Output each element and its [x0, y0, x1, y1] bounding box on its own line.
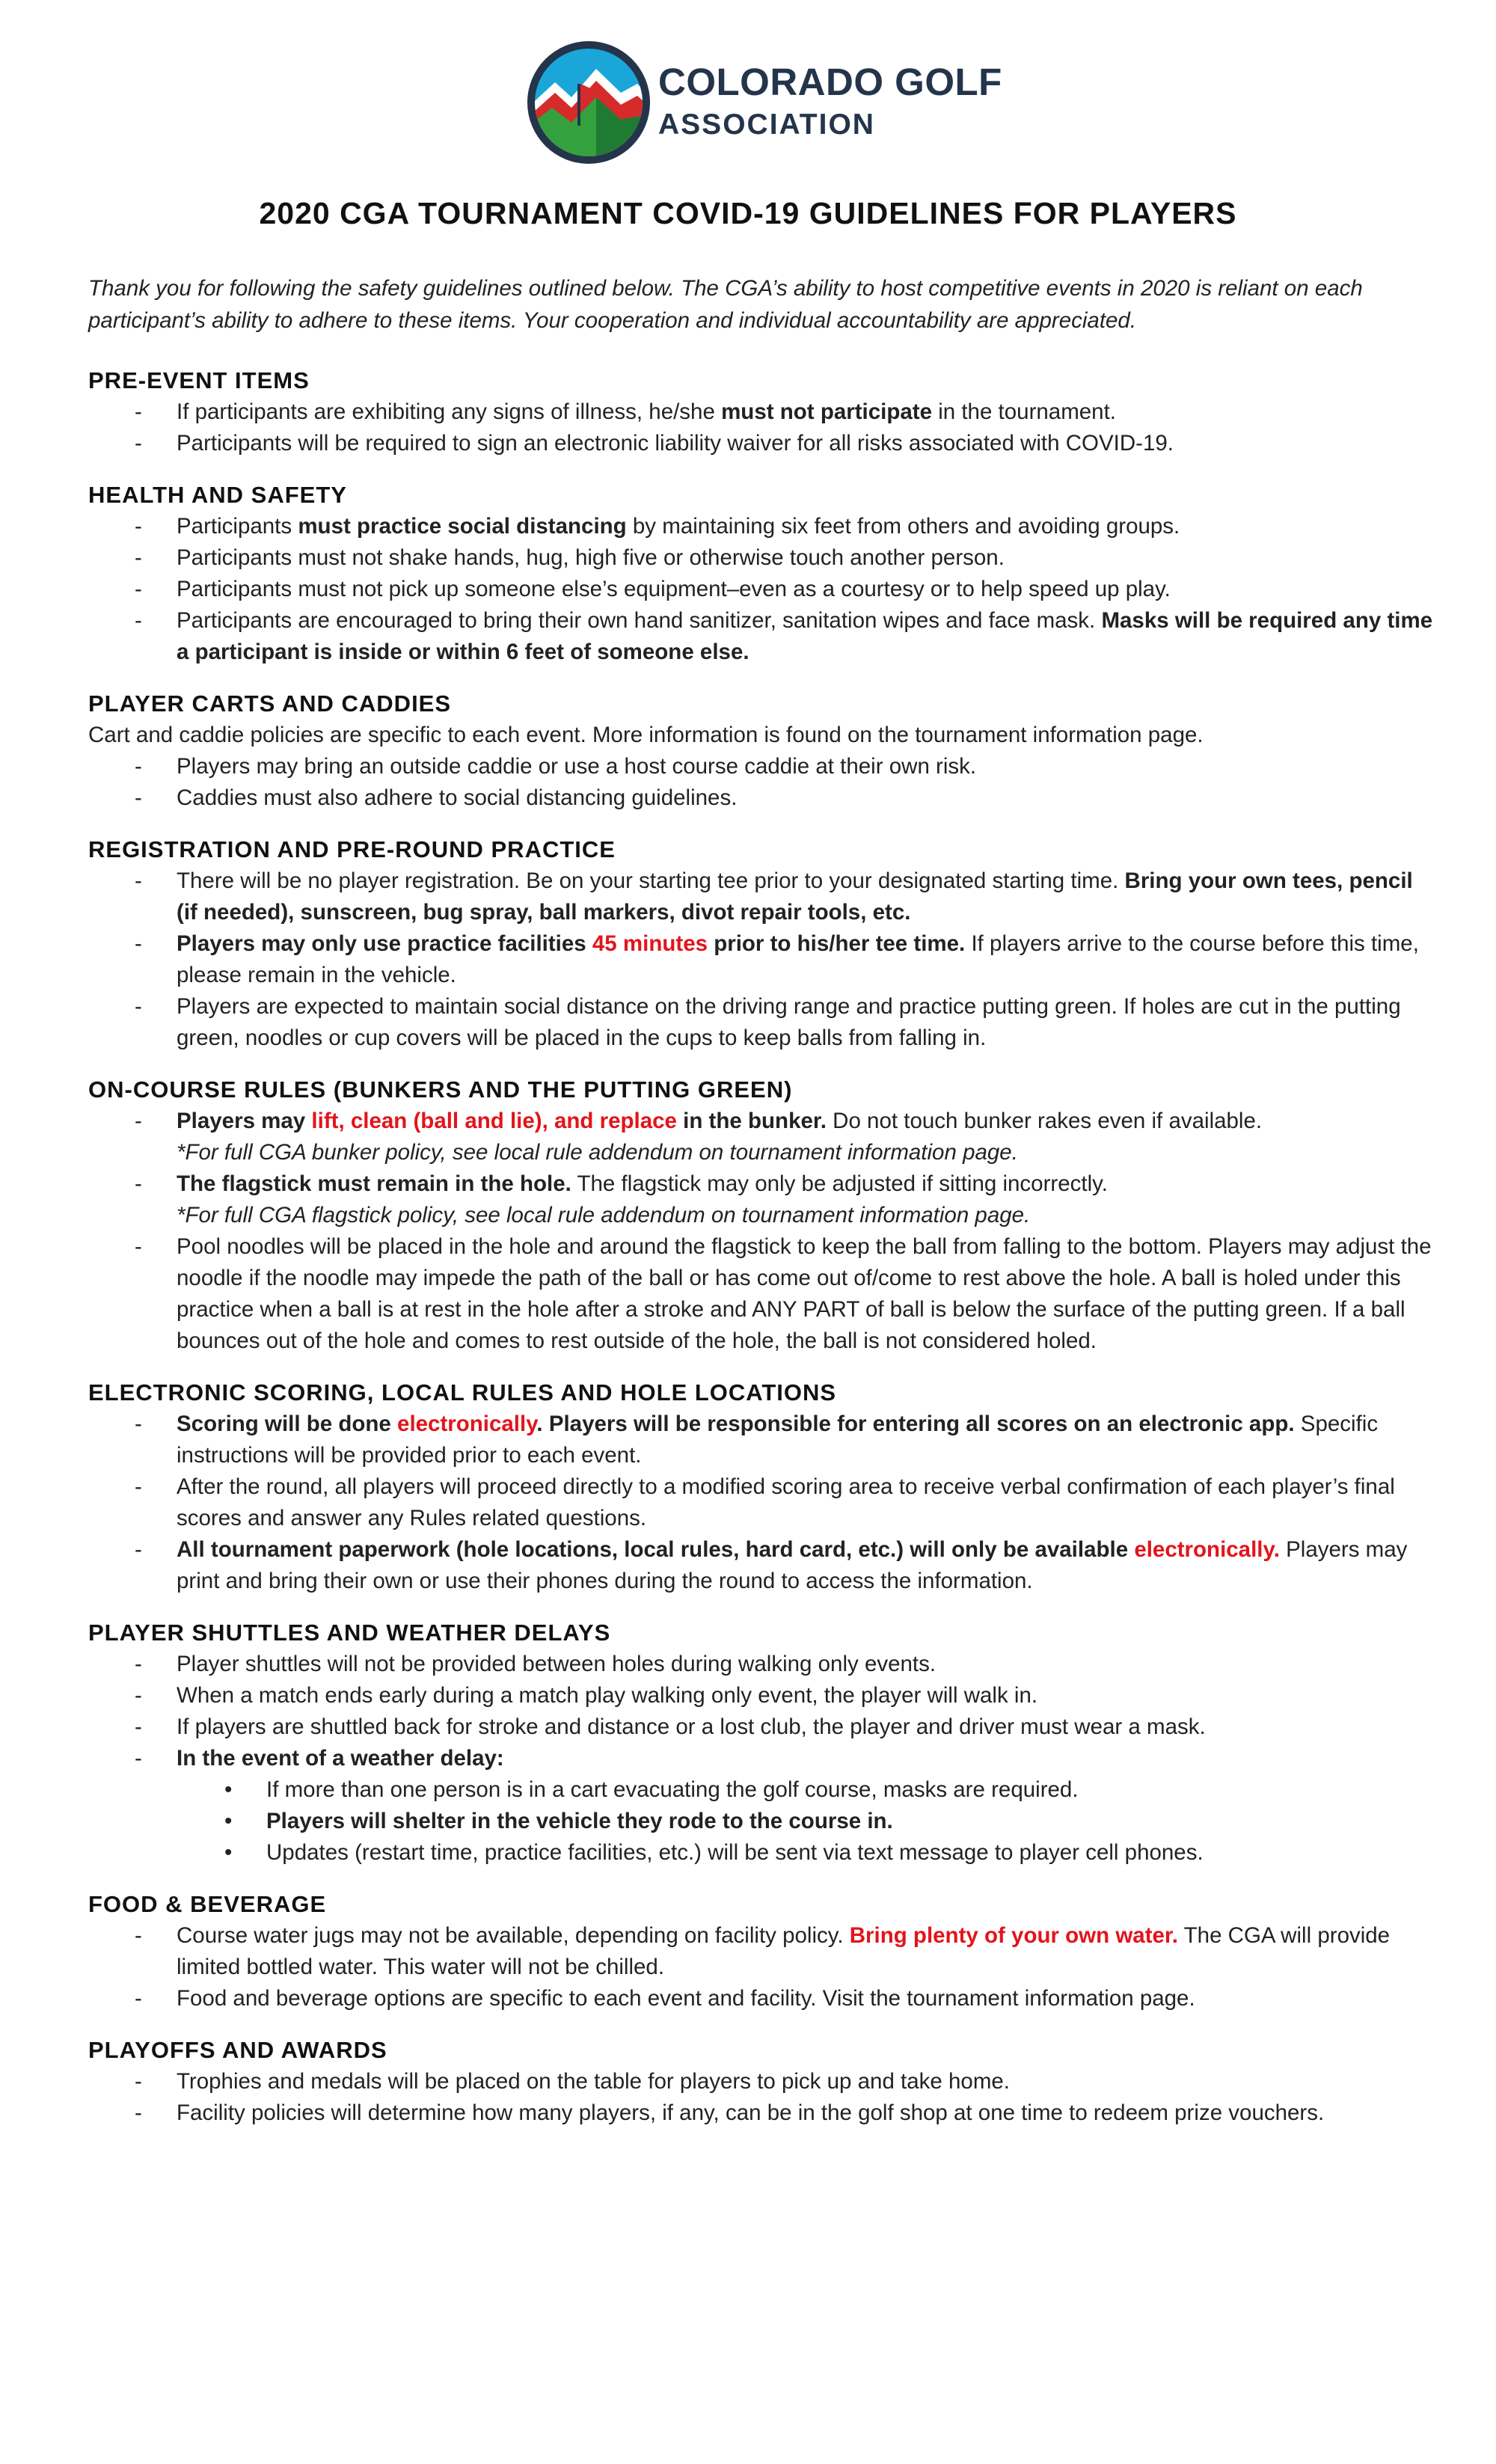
- section-heading: FOOD & BEVERAGE: [88, 1891, 327, 1917]
- dash-marker: -: [135, 1537, 142, 1562]
- list-item: - Players may bring an outside caddie or use a host course caddie at their own risk.: [88, 751, 1435, 782]
- dash-marker: -: [135, 994, 142, 1019]
- list-item: - If participants are exhibiting any signs of illness, he/she must not participate in the tournament.: [88, 396, 1435, 428]
- sublist-item: • If more than one person is in a cart evacuating the golf course, masks are required.: [177, 1774, 1435, 1806]
- section-on-course-rules: [88, 1074, 1435, 1357]
- section-heading: PLAYOFFS AND AWARDS: [88, 2037, 387, 2063]
- list-item: - Players may only use practice facilities 45 minutes prior to his/her tee time. If players arrive to the course before this time, please remain in the vehicle.: [88, 928, 1435, 991]
- dash-marker: -: [135, 1652, 142, 1676]
- dash-marker: -: [135, 608, 142, 633]
- dash-marker: -: [135, 514, 142, 539]
- dash-marker: -: [135, 1109, 142, 1133]
- list-item: - All tournament paperwork (hole locations, local rules, hard card, etc.) will only be available electronically. Players may print and bring their own or use their phones during the round to access the information.: [88, 1534, 1435, 1597]
- bullet-marker: •: [224, 1777, 233, 1802]
- section-health-safety: [88, 479, 1435, 668]
- list-item: - Players may lift, clean (ball and lie), and replace in the bunker. Do not touch bunker rakes even if available. *For full CGA bunker policy, see local rule addendum on tournament information page.: [88, 1106, 1435, 1168]
- dash-marker: -: [135, 868, 142, 893]
- sublist-item: • Players will shelter in the vehicle they rode to the course in.: [177, 1806, 1435, 1837]
- section-heading: PLAYER CARTS AND CADDIES: [88, 690, 452, 717]
- list-item: - Participants must not pick up someone else’s equipment–even as a courtesy or to help speed up play.: [88, 574, 1435, 605]
- list-item: - Facility policies will determine how many players, if any, can be in the golf shop at one time to redeem prize vouchers.: [88, 2097, 1435, 2129]
- list-item: - In the event of a weather delay: • If more than one person is in a cart evacuating the golf course, masks are required. • Players will shelter in the vehicle they rode to the course in. • Updates (restart time, practice facilities, etc.) will be sent via text message to player cell phones.: [88, 1743, 1435, 1869]
- dash-marker: -: [135, 785, 142, 810]
- dash-marker: -: [135, 1412, 142, 1436]
- dash-marker: -: [135, 2069, 142, 2094]
- section-heading: REGISTRATION AND PRE-ROUND PRACTICE: [88, 836, 616, 862]
- list-item: - Participants must practice social distancing by maintaining six feet from others and avoiding groups.: [88, 511, 1435, 542]
- section-heading: ELECTRONIC SCORING, LOCAL RULES AND HOLE LOCATIONS: [88, 1379, 837, 1406]
- list-item: - Course water jugs may not be available, depending on facility policy. Bring plenty of your own water. The CGA will provide limited bottled water. This water will not be chilled.: [88, 1920, 1435, 1983]
- list-item: - The flagstick must remain in the hole. The flagstick may only be adjusted if sitting incorrectly. *For full CGA flagstick policy, see local rule addendum on tournament information page.: [88, 1168, 1435, 1231]
- dash-marker: -: [135, 1474, 142, 1499]
- logo-line-1: COLORADO GOLF: [658, 61, 1002, 103]
- dash-marker: -: [135, 1714, 142, 1739]
- list-item: - When a match ends early during a match play walking only event, the player will walk in.: [88, 1680, 1435, 1711]
- list-item: - If players are shuttled back for stroke and distance or a lost club, the player and driver must wear a mask.: [88, 1711, 1435, 1743]
- dash-marker: -: [135, 431, 142, 456]
- list-item: - Scoring will be done electronically. Players will be responsible for entering all scores on an electronic app. Specific instructions will be provided prior to each event.: [88, 1409, 1435, 1471]
- list-item: - Pool noodles will be placed in the hole and around the flagstick to keep the ball from falling to the bottom. Players may adjust the noodle if the noodle may impede the path of the ball or has come out of/come to rest above the hole. A ball is holed under this practice when a ball is at rest in the hole after a stroke and ANY PART of ball is below the surface of the putting green. If a ball bounces out of the hole and comes to rest outside of the hole, the ball is not considered holed.: [88, 1231, 1435, 1357]
- section-heading: PRE-EVENT ITEMS: [88, 367, 310, 393]
- cga-logo: [525, 39, 1002, 166]
- section-registration: [88, 834, 1435, 1054]
- dash-marker: -: [135, 1171, 142, 1196]
- list-item: - Trophies and medals will be placed on the table for players to pick up and take home.: [88, 2066, 1435, 2097]
- section-shuttles-weather: [88, 1617, 1435, 1869]
- section-intro: Cart and caddie policies are specific to each event. More information is found on the tournament information page.: [88, 723, 1204, 747]
- section-electronic-scoring: [88, 1377, 1435, 1597]
- document-title: 2020 CGA TOURNAMENT COVID-19 GUIDELINES FOR PLAYERS: [259, 196, 1237, 230]
- dash-marker: -: [135, 1986, 142, 2011]
- dash-marker: -: [135, 2100, 142, 2125]
- section-playoffs-awards: [88, 2035, 1435, 2129]
- list-item: - Participants must not shake hands, hug, high five or otherwise touch another person.: [88, 542, 1435, 574]
- dash-marker: -: [135, 754, 142, 779]
- sublist-item: • Updates (restart time, practice facilities, etc.) will be sent via text message to player cell phones.: [177, 1837, 1435, 1869]
- section-heading: HEALTH AND SAFETY: [88, 482, 347, 508]
- list-item: - Food and beverage options are specific to each event and facility. Visit the tournament information page.: [88, 1983, 1435, 2014]
- dash-marker: -: [135, 1746, 142, 1771]
- dash-marker: -: [135, 545, 142, 570]
- section-food-beverage: [88, 1889, 1435, 2014]
- weather-sublist: [177, 1774, 1435, 1869]
- list-item: - Caddies must also adhere to social distancing guidelines.: [88, 782, 1435, 814]
- list-item: - Players are expected to maintain social distance on the driving range and practice putting green. If holes are cut in the putting green, noodles or cup covers will be placed in the cups to keep balls from falling in.: [88, 991, 1435, 1054]
- dash-marker: -: [135, 399, 142, 424]
- bullet-marker: •: [224, 1840, 233, 1865]
- dash-marker: -: [135, 1923, 142, 1948]
- dash-marker: -: [135, 931, 142, 956]
- logo-text: [658, 63, 1002, 139]
- list-item: - Player shuttles will not be provided between holes during walking only events.: [88, 1649, 1435, 1680]
- guidelines-content: [88, 365, 1435, 2149]
- section-pre-event: [88, 365, 1435, 459]
- dash-marker: -: [135, 1234, 142, 1259]
- intro-paragraph: Thank you for following the safety guidelines outlined below. The CGA’s ability to host competitive events in 2020 is reliant on each participant’s ability to adhere to these items. Your cooperation and individual accountability are appreciated.: [88, 276, 1363, 333]
- list-item: - After the round, all players will proceed directly to a modified scoring area to receive verbal confirmation of each player’s final scores and answer any Rules related questions.: [88, 1471, 1435, 1534]
- policy-note: *For full CGA bunker policy, see local rule addendum on tournament information page.: [177, 1140, 1018, 1165]
- bullet-marker: •: [224, 1809, 233, 1833]
- section-heading: PLAYER SHUTTLES AND WEATHER DELAYS: [88, 1619, 611, 1646]
- dash-marker: -: [135, 577, 142, 601]
- cga-mountain-logo-icon: [525, 39, 652, 166]
- list-item: - Participants are encouraged to bring their own hand sanitizer, sanitation wipes and face mask. Masks will be required any time a participant is inside or within 6 feet of someone else.: [88, 605, 1435, 668]
- dash-marker: -: [135, 1683, 142, 1708]
- list-item: - Participants will be required to sign an electronic liability waiver for all risks associated with COVID-19.: [88, 428, 1435, 459]
- logo-line-2: ASSOCIATION: [658, 108, 875, 141]
- policy-note: *For full CGA flagstick policy, see local rule addendum on tournament information page.: [177, 1203, 1031, 1228]
- section-carts-caddies: [88, 688, 1435, 814]
- list-item: - There will be no player registration. Be on your starting tee prior to your designated starting time. Bring your own tees, pencil (if needed), sunscreen, bug spray, ball markers, divot repair tools, etc.: [88, 865, 1435, 928]
- section-heading: ON-COURSE RULES (BUNKERS AND THE PUTTING GREEN): [88, 1076, 793, 1103]
